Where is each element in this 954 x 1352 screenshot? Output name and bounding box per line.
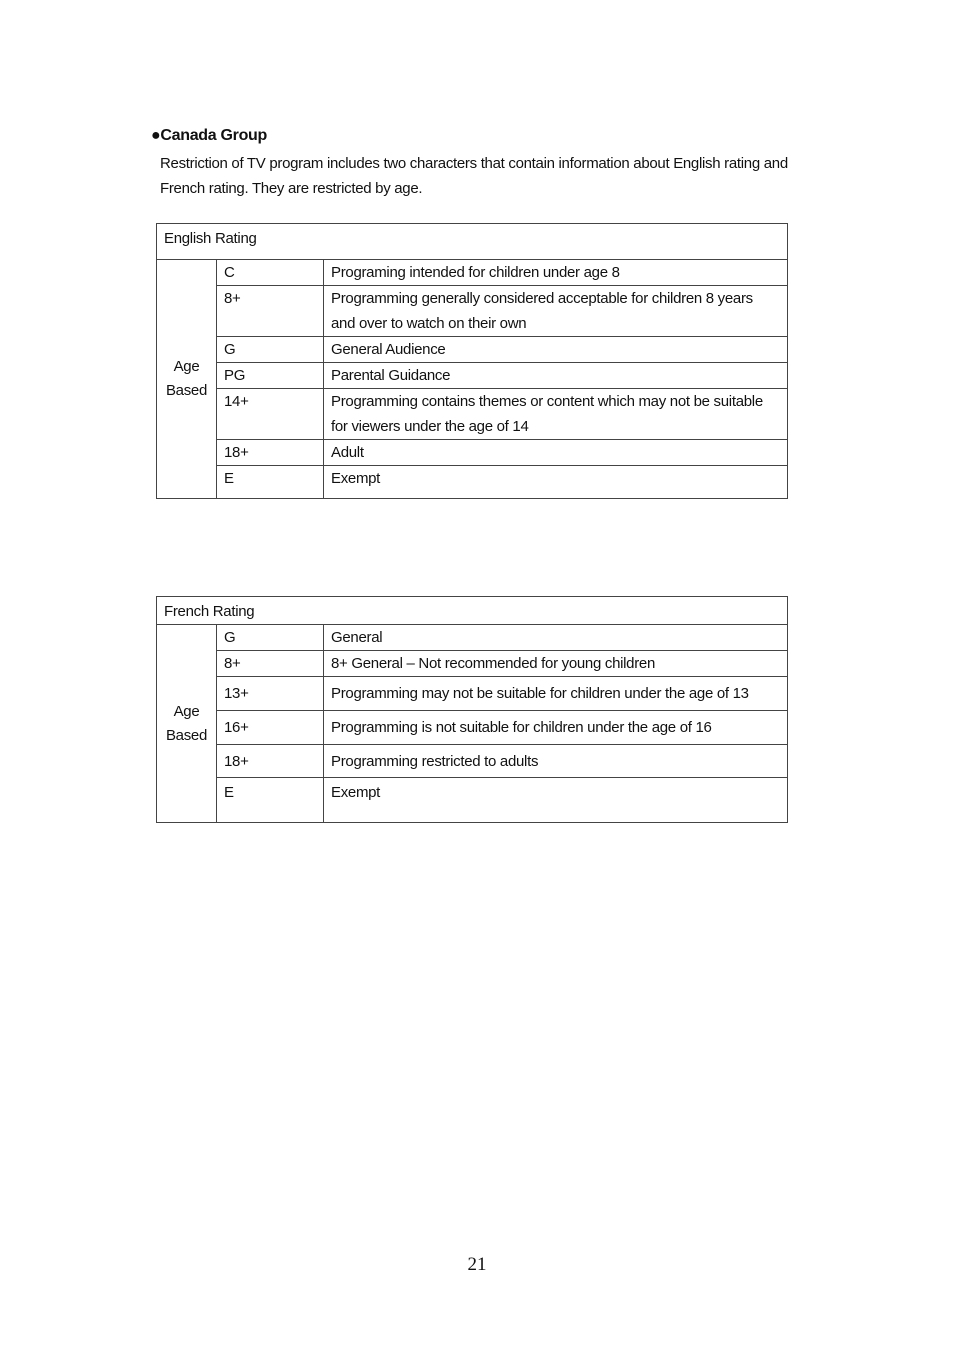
rating-description: General — [324, 625, 788, 651]
rating-description: Adult — [324, 440, 788, 466]
intro-paragraph: Restriction of TV program includes two characters that contain information about English rating and French rating. They are restricted by age. — [160, 155, 788, 197]
table-row — [157, 711, 788, 745]
rating-description: Programming restricted to adults — [324, 745, 788, 778]
rating-code: 18+ — [217, 745, 324, 778]
table-row — [157, 677, 788, 711]
rating-code: 8+ — [217, 286, 324, 337]
table-row — [157, 337, 788, 363]
rating-code: 13+ — [217, 677, 324, 711]
rating-description: Programming may not be suitable for children under the age of 13 — [324, 677, 788, 711]
table-row — [157, 651, 788, 677]
rating-code: C — [217, 260, 324, 286]
age-based-label — [157, 625, 217, 823]
rating-code: E — [217, 466, 324, 499]
table-row — [157, 466, 788, 499]
rating-code: E — [217, 778, 324, 823]
table-row — [157, 778, 788, 823]
rating-code: G — [217, 625, 324, 651]
rating-description: Parental Guidance — [324, 363, 788, 389]
page-number: 21 — [467, 1254, 487, 1275]
rating-description: General Audience — [324, 337, 788, 363]
english-rating-table — [156, 223, 788, 499]
table-row — [157, 260, 788, 286]
age-label-line1: Age — [173, 702, 200, 720]
section-heading: ●Canada Group — [151, 127, 267, 144]
age-based-label — [157, 260, 217, 499]
age-label-line2: Based — [165, 726, 208, 744]
rating-description: Programming generally considered acceptable for children 8 years and over to watch on their own — [324, 286, 788, 337]
rating-code: PG — [217, 363, 324, 389]
rating-code: 8+ — [217, 651, 324, 677]
rating-description: Programing intended for children under age 8 — [324, 260, 788, 286]
french-rating-table — [156, 596, 788, 823]
table-row — [157, 389, 788, 440]
rating-code: 16+ — [217, 711, 324, 745]
french-table-title: French Rating — [157, 597, 788, 625]
rating-description: Programming is not suitable for children under the age of 16 — [324, 711, 788, 745]
english-table-title: English Rating — [157, 224, 788, 260]
rating-description: 8+ General – Not recommended for young children — [324, 651, 788, 677]
rating-description: Exempt — [324, 778, 788, 823]
rating-code: G — [217, 337, 324, 363]
table-row — [157, 745, 788, 778]
table-row — [157, 440, 788, 466]
age-label-line1: Age — [173, 358, 200, 375]
table-row — [157, 625, 788, 651]
rating-code: 14+ — [217, 389, 324, 440]
age-label-line2: Based — [165, 382, 208, 399]
table-title-row — [157, 597, 788, 625]
rating-code: 18+ — [217, 440, 324, 466]
rating-description: Exempt — [324, 466, 788, 499]
table-row — [157, 363, 788, 389]
table-title-row — [157, 224, 788, 260]
rating-description: Programming contains themes or content which may not be suitable for viewers under the age of 14 — [324, 389, 788, 440]
table-row — [157, 286, 788, 337]
